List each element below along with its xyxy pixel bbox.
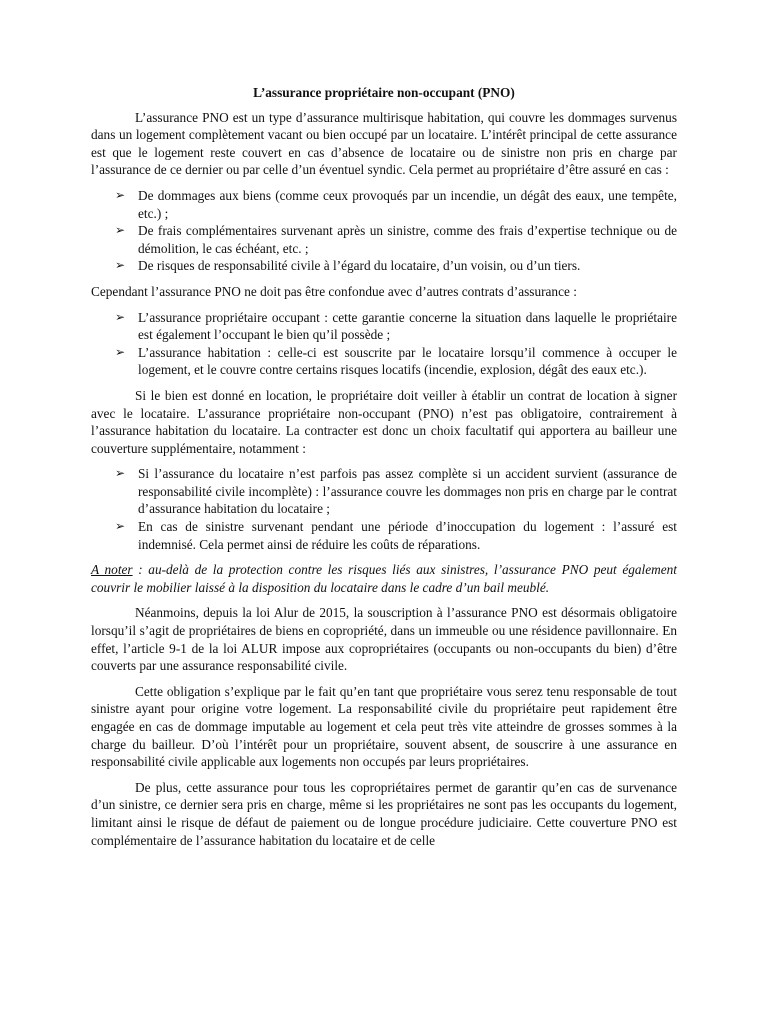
damage-list [91, 187, 677, 275]
list-item: ➢ De dommages aux biens (comme ceux provoqués par un incendie, un dégât des eaux, une tempête, etc.) ; [115, 187, 677, 221]
list-item: ➢ De risques de responsabilité civile à l’égard du locataire, d’un voisin, ou d’un tiers. [115, 258, 581, 274]
note-text: : au-delà de la protection contre les risques liés aux sinistres, l’assurance PNO peut également couvrir le mobilier laissé à la disposition du locataire dans le cadre d’un bail meublé. [91, 562, 677, 595]
intro-paragraph: L’assurance PNO est un type d’assurance multirisque habitation, qui couvre les dommages survenus dans un logement complètement vacant ou bien occupé par un locataire. L’intérêt principal de cette assurance est que le logement reste couvert en cas d’absence de locataire ou de sinistre non pris en charge par l’assurance de ce dernier ou par celle d’un éventuel syndic. Cela permet au propriétaire d’être assuré en cas : [91, 109, 677, 178]
list-item: ➢ L’assurance habitation : celle-ci est souscrite par le locataire lorsqu’il commence à occuper le logement, et le couvre contre certains risques locatifs (incendie, explosion, dégât des eaux etc.). [115, 344, 677, 378]
arrow-bullet-icon: ➢ [115, 344, 126, 359]
arrow-bullet-icon: ➢ [115, 466, 126, 481]
arrow-bullet-icon: ➢ [115, 187, 126, 202]
arrow-bullet-icon: ➢ [115, 309, 126, 324]
list-item: ➢ En cas de sinistre survenant pendant une période d’inoccupation du logement : l’assuré est indemnisé. Cela permet ainsi de réduire les coûts de réparations. [115, 519, 677, 552]
paragraph: Si le bien est donné en location, le propriétaire doit veiller à établir un contrat de location à signer avec le locataire. L’assurance propriétaire non-occupant (PNO) n’est pas obligatoire, contrairement à l’assurance habitation du locataire. La contracter est donc un choix facultatif qui apportera au bailleur une couverture supplémentaire, notamment : [91, 387, 677, 456]
contracts-list [91, 309, 677, 379]
arrow-bullet-icon: ➢ [115, 223, 126, 238]
paragraph: Néanmoins, depuis la loi Alur de 2015, la souscription à l’assurance PNO est désormais obligatoire lorsqu’il s’agit de propriétaires de biens en copropriété, dans un immeuble ou une résidence pavillonnaire. En effet, l’article 9-1 de la loi ALUR impose aux copropriétaires (occupants ou non-occupants du bien) d’être couverts par une assurance responsabilité civile. [91, 605, 677, 674]
arrow-bullet-icon: ➢ [115, 519, 126, 534]
list-item: ➢ Si l’assurance du locataire n’est parfois pas assez complète si un accident survient (assurance de responsabilité civile incomplète) : l’assurance couvre les dommages non pris en charge par le contrat d’assurance habitation du locataire ; [115, 466, 677, 517]
arrow-bullet-icon: ➢ [115, 258, 126, 273]
list-item: ➢ L’assurance propriétaire occupant : cette garantie concerne la situation dans laquelle le propriétaire est également l’occupant le bien qu’il possède ; [115, 309, 677, 343]
paragraph: Cependant l’assurance PNO ne doit pas être confondue avec d’autres contrats d’assurance : [91, 283, 577, 299]
note-paragraph [91, 561, 677, 596]
coverage-list [91, 465, 677, 553]
paragraph: Cette obligation s’explique par le fait qu’en tant que propriétaire vous serez tenu responsable de tout sinistre ayant pour origine votre logement. La responsabilité civile du propriétaire peut rapidement être engagée en cas de dommage imputable au logement et cela peut très vite atteindre de grosses sommes à la charge du bailleur. D’où l’intérêt pour un propriétaire, souvent absent, de souscrire à une assurance en responsabilité civile applicable aux logements non occupés par leurs propriétaires. [91, 683, 677, 770]
note-label: A noter [91, 562, 133, 578]
list-item: ➢ De frais complémentaires survenant après un sinistre, comme des frais d’expertise technique ou de démolition, le cas échéant, etc. ; [115, 223, 677, 256]
document-title: L’assurance propriétaire non-occupant (PNO) [253, 85, 515, 100]
paragraph: De plus, cette assurance pour tous les copropriétaires permet de garantir qu’en cas de survenance d’un sinistre, ce dernier sera pris en charge, même si les propriétaires ne sont pas les occupants du logement, limitant ainsi le risque de défaut de paiement ou de longue procédure judiciaire. Cette couverture PNO est complémentaire de l’assurance habitation du locataire et de celle [91, 779, 677, 848]
